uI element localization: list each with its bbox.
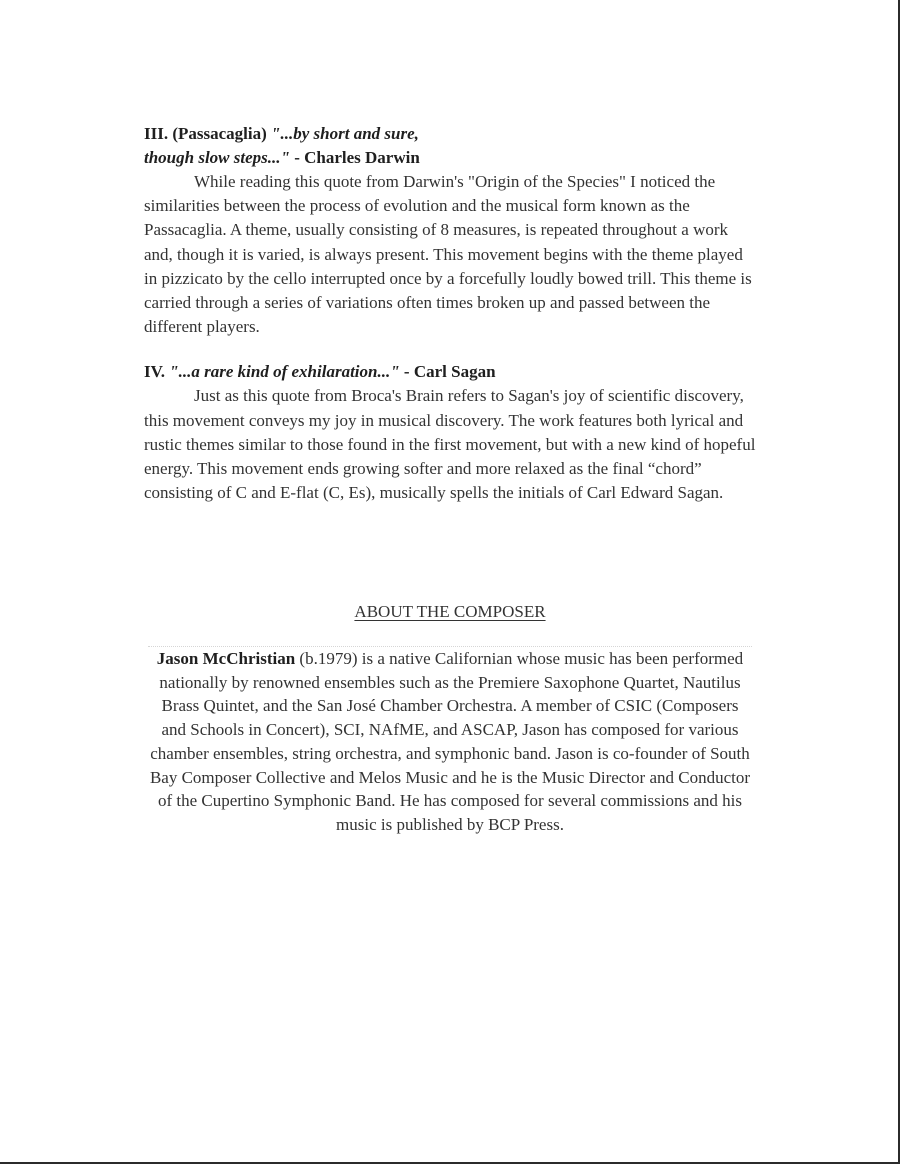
movement-iii-section bbox=[144, 122, 758, 339]
movement-iii-quote-line2: though slow steps..." bbox=[144, 148, 290, 167]
movement-iv-section bbox=[144, 360, 758, 505]
movement-iii-form: (Passacaglia) bbox=[172, 124, 267, 143]
movement-iii-body: While reading this quote from Darwin's "Origin of the Species" I noticed the similarities between the process of evolution and the musical form known as the Passacaglia. A theme, usually consisting of 8 measures, is repeated throughout a work and, though it is varied, is always present. This movement begins with the theme played in pizzicato by the cello interrupted once by a forcefully loudly bowed trill. This theme is carried through a series of variations often times broken up and passed between the different players. bbox=[144, 172, 752, 337]
about-composer-heading bbox=[0, 600, 900, 624]
movement-iv-body: Just as this quote from Broca's Brain refers to Sagan's joy of scientific discovery, this movement conveys my joy in musical discovery. The work features both lyrical and rustic themes similar to those found in the first movement, but with a new kind of hopeful energy. This movement ends growing softer and more relaxed as the final “chord” consisting of C and E-flat (C, Es), musically spells the initials of Carl Edward Sagan. bbox=[144, 386, 756, 503]
composer-name: Jason McChristian bbox=[156, 649, 296, 668]
movement-iii-heading bbox=[144, 122, 758, 170]
movement-iv-quote: "...a rare kind of exhilaration..." bbox=[169, 362, 400, 382]
about-composer-title: ABOUT THE COMPOSER bbox=[354, 602, 546, 621]
movement-iv-attribution: - Carl Sagan bbox=[403, 362, 496, 382]
movement-iv-number: IV. bbox=[144, 362, 165, 382]
program-notes bbox=[144, 122, 758, 526]
movement-iv-heading bbox=[144, 360, 758, 384]
movement-iii-number: III. bbox=[144, 124, 169, 143]
composer-bio-text: (b.1979) is a native Californian whose music has been performed nationally by renowned ensembles such as the Premiere Saxophone Quartet, Nautilus Brass Quintet, and the San José Chamber Orchestra. A member of CSIC (Composers and Schools in Concert), SCI, NAfME, and ASCAP, Jason has composed for various chamber ensembles, string orchestra, and symphonic band. Jason is co-founder of South Bay Composer Collective and Melos Music and he is the Music Director and Conductor of the Cupertino Symphonic Band. He has composed for several commissions and his music is published by BCP Press. bbox=[149, 649, 751, 834]
composer-bio bbox=[148, 646, 752, 837]
movement-iii-attribution: - Charles Darwin bbox=[294, 148, 420, 167]
movement-iii-quote-line1: "...by short and sure, bbox=[271, 124, 419, 143]
